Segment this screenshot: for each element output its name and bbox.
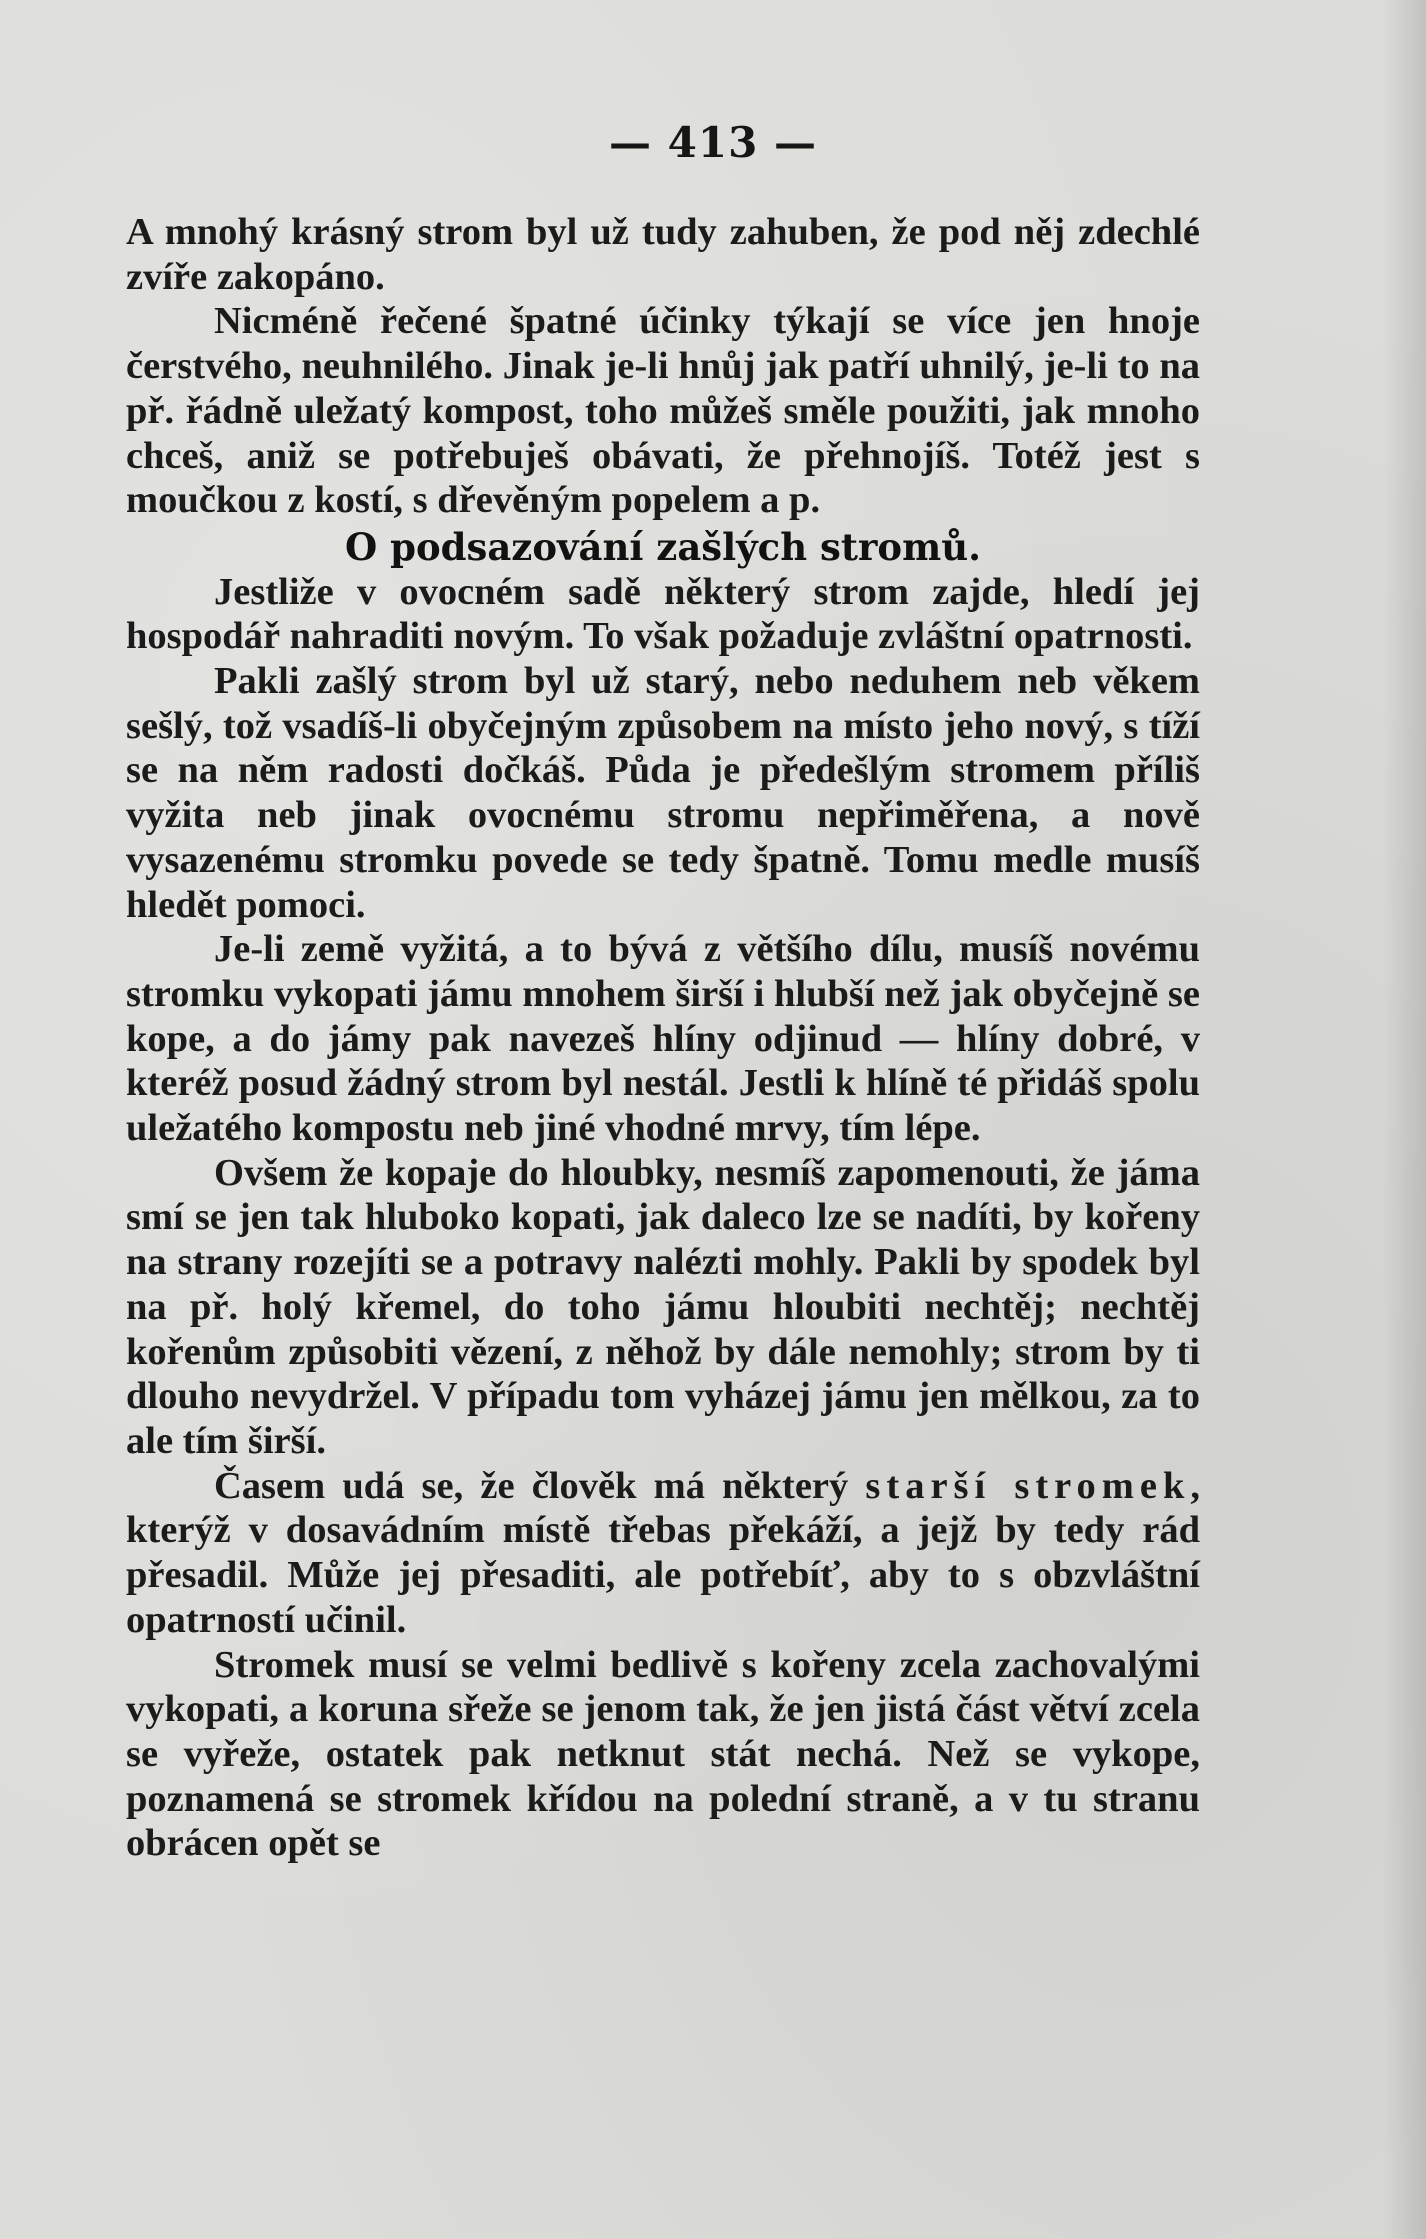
paragraph: A mnohý krásný strom byl už tudy zahuben, že pod něj zdechlé zvíře zakopáno. — [126, 211, 1200, 298]
paragraph: Nicméně řečené špatné účinky týkají se více jen hnoje čerstvého, neuhnilého. Jinak je-li hnůj jak patří uhnilý, je-li to na př. řádně uležatý kompost, toho můžeš směle použiti, jak mnoho chceš, aniž se potřebuješ obávati, že přehnojíš. Totéž jest s moučkou z kostí, s dřevěným popelem a p. — [126, 300, 1200, 522]
paragraph-text: , kterýž v dosavádním místě třebas překáží, a jejž by tedy rád přesadil. Může jej přesaditi, ale potřebíť, aby to s obzvláštní opatrností učinil. — [126, 1464, 1200, 1641]
spaced-emphasis: starší stromek — [865, 1464, 1191, 1507]
paragraph-older-tree — [126, 1464, 1200, 1643]
section-heading: O podsazování zašlých stromů. — [344, 524, 982, 569]
paragraph: Jestliže v ovocném sadě některý strom zajde, hledí jej hospodář nahraditi novým. To však požaduje zvláštní opatrnosti. — [126, 570, 1200, 658]
paragraph: Je-li země vyžitá, a to bývá z většího dílu, musíš novému stromku vykopati jámu mnohem širší i hlubší než jak obyčejně se kope, a do jámy pak navezeš hlíny odjinud — hlíny dobré, v kteréž posud žádný strom byl nestál. Jestli k hlíně té přidáš spolu uležatého kompostu neb jiné vhodné mrvy, tím lépe. — [126, 928, 1200, 1150]
paragraph: Ovšem že kopaje do hloubky, nesmíš zapomenouti, že jáma smí se jen tak hluboko kopati, jak daleco lze se nadíti, by kořeny na strany rozejíti se a potravy nalézti mohly. Pakli by spodek byl na př. holý křemel, do toho jámu hloubiti nechtěj; nechtěj kořenům způsobiti vězení, z něhož by dále nemohly; strom by ti dlouho nevydržel. V případu tom vyházej jámu jen mělkou, za to ale tím širší. — [126, 1151, 1200, 1462]
page-text — [126, 210, 1200, 1866]
page-edge-shadow — [1382, 0, 1426, 2239]
paragraph: Pakli zašlý strom byl už starý, nebo neduhem neb věkem sešlý, tož vsadíš-li obyčejným způsobem na místo jeho nový, s tíží se na něm radosti dočkáš. Půda je předešlým stromem příliš vyžita neb jinak ovocnému stromu nepřiměřena, a nově vysazenému stromku povede se tedy špatně. Tomu medle musíš hledět pomoci. — [126, 660, 1200, 926]
page-number: — 413 — — [609, 118, 817, 167]
paragraph-text: Časem udá se, že člověk má některý — [214, 1464, 866, 1507]
paragraph: Stromek musí se velmi bedlivě s kořeny zcela zachovalými vykopati, a koruna sřeže se jenom tak, že jen jistá část větví zcela se vyřeže, ostatek pak netknut stát nechá. Než se vykope, poznamená se stromek křídou na polední straně, a v tu stranu obrácen opět se — [126, 1643, 1200, 1865]
